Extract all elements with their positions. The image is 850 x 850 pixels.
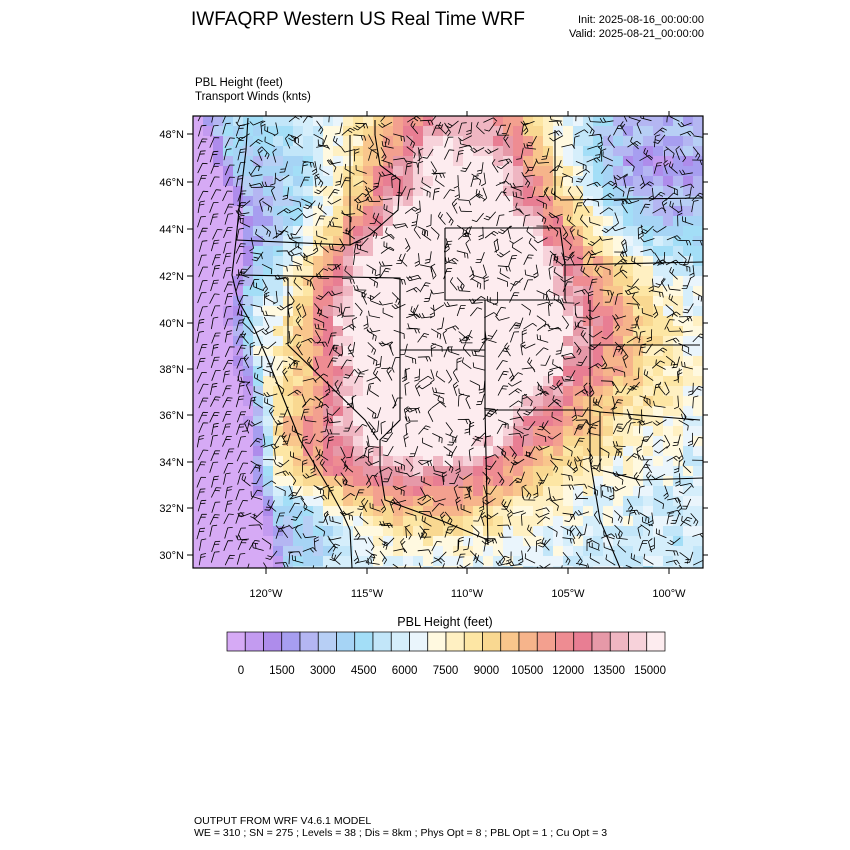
map-panel	[193, 108, 707, 577]
colorbar-tick-label: 1500	[269, 665, 295, 677]
colorbar-tick-label: 7500	[432, 665, 459, 677]
longitude-label: 115°W	[350, 588, 384, 600]
colorbar-swatch	[519, 632, 537, 651]
colorbar-title: PBL Height (feet)	[397, 615, 493, 629]
colorbar-swatch	[610, 632, 628, 651]
valid-time: Valid: 2025-08-21_00:00:00	[569, 28, 704, 40]
model-config: WE = 310 ; SN = 275 ; Levels = 38 ; Dis = 8km ; Phys Opt = 8 ; PBL Opt = 1 ; Cu Opt = 3	[194, 827, 608, 839]
colorbar-swatch	[574, 632, 592, 651]
init-time: Init: 2025-08-16_00:00:00	[578, 14, 704, 26]
colorbar-tick-label: 6000	[391, 665, 418, 677]
colorbar-swatch	[592, 632, 610, 651]
longitude-label: 105°W	[551, 588, 585, 600]
colorbar-swatch	[337, 632, 355, 651]
latitude-label: 34°N	[159, 457, 184, 469]
colorbar-tick-label: 3000	[310, 665, 336, 677]
colorbar-tick-label: 15000	[634, 665, 666, 677]
variable-label-winds: Transport Winds (knts)	[195, 91, 311, 103]
pbl-height-field	[193, 108, 707, 577]
colorbar-swatch	[318, 632, 336, 651]
colorbar-swatch	[464, 632, 482, 651]
latitude-label: 36°N	[159, 410, 184, 422]
latitude-label: 30°N	[159, 550, 184, 562]
colorbar-swatch	[391, 632, 409, 651]
colorbar-swatch	[264, 632, 282, 651]
colorbar-tick-label: 13500	[593, 665, 626, 677]
colorbar-swatch	[227, 632, 245, 651]
colorbar-swatch	[300, 632, 318, 651]
colorbar-swatch	[446, 632, 464, 651]
latitude-label: 42°N	[159, 271, 184, 283]
colorbar-tick-label: 9000	[473, 665, 500, 677]
colorbar-swatch	[245, 632, 263, 651]
colorbar-swatch	[373, 632, 391, 651]
colorbar-tick-label: 10500	[511, 665, 544, 677]
latitude-label: 32°N	[159, 503, 184, 515]
colorbar-swatch	[428, 632, 446, 651]
latitude-label: 48°N	[159, 129, 184, 141]
latitude-label: 44°N	[159, 224, 184, 236]
colorbar-swatch	[410, 632, 428, 651]
colorbar-tick-label: 4500	[350, 665, 377, 677]
colorbar-swatch	[501, 632, 519, 651]
colorbar-swatch	[629, 632, 647, 651]
longitude-label: 120°W	[249, 588, 283, 600]
chart-title: IWFAQRP Western US Real Time WRF	[191, 9, 525, 30]
latitude-label: 46°N	[159, 177, 184, 189]
colorbar-swatch	[556, 632, 574, 651]
colorbar-tick-label: 0	[237, 665, 245, 677]
latitude-label: 38°N	[159, 364, 184, 376]
latitude-label: 40°N	[159, 318, 184, 330]
colorbar-swatch	[537, 632, 555, 651]
model-info: OUTPUT FROM WRF V4.6.1 MODEL	[194, 815, 372, 827]
colorbar-swatch	[282, 632, 300, 651]
colorbar-tick-label: 12000	[552, 665, 585, 677]
longitude-label: 110°W	[450, 588, 484, 600]
variable-label-pbl: PBL Height (feet)	[195, 77, 283, 89]
colorbar-swatch	[355, 632, 373, 651]
colorbar-swatch	[483, 632, 501, 651]
longitude-label: 100°W	[652, 588, 686, 600]
colorbar-swatch	[647, 632, 665, 651]
colorbar	[227, 632, 666, 677]
